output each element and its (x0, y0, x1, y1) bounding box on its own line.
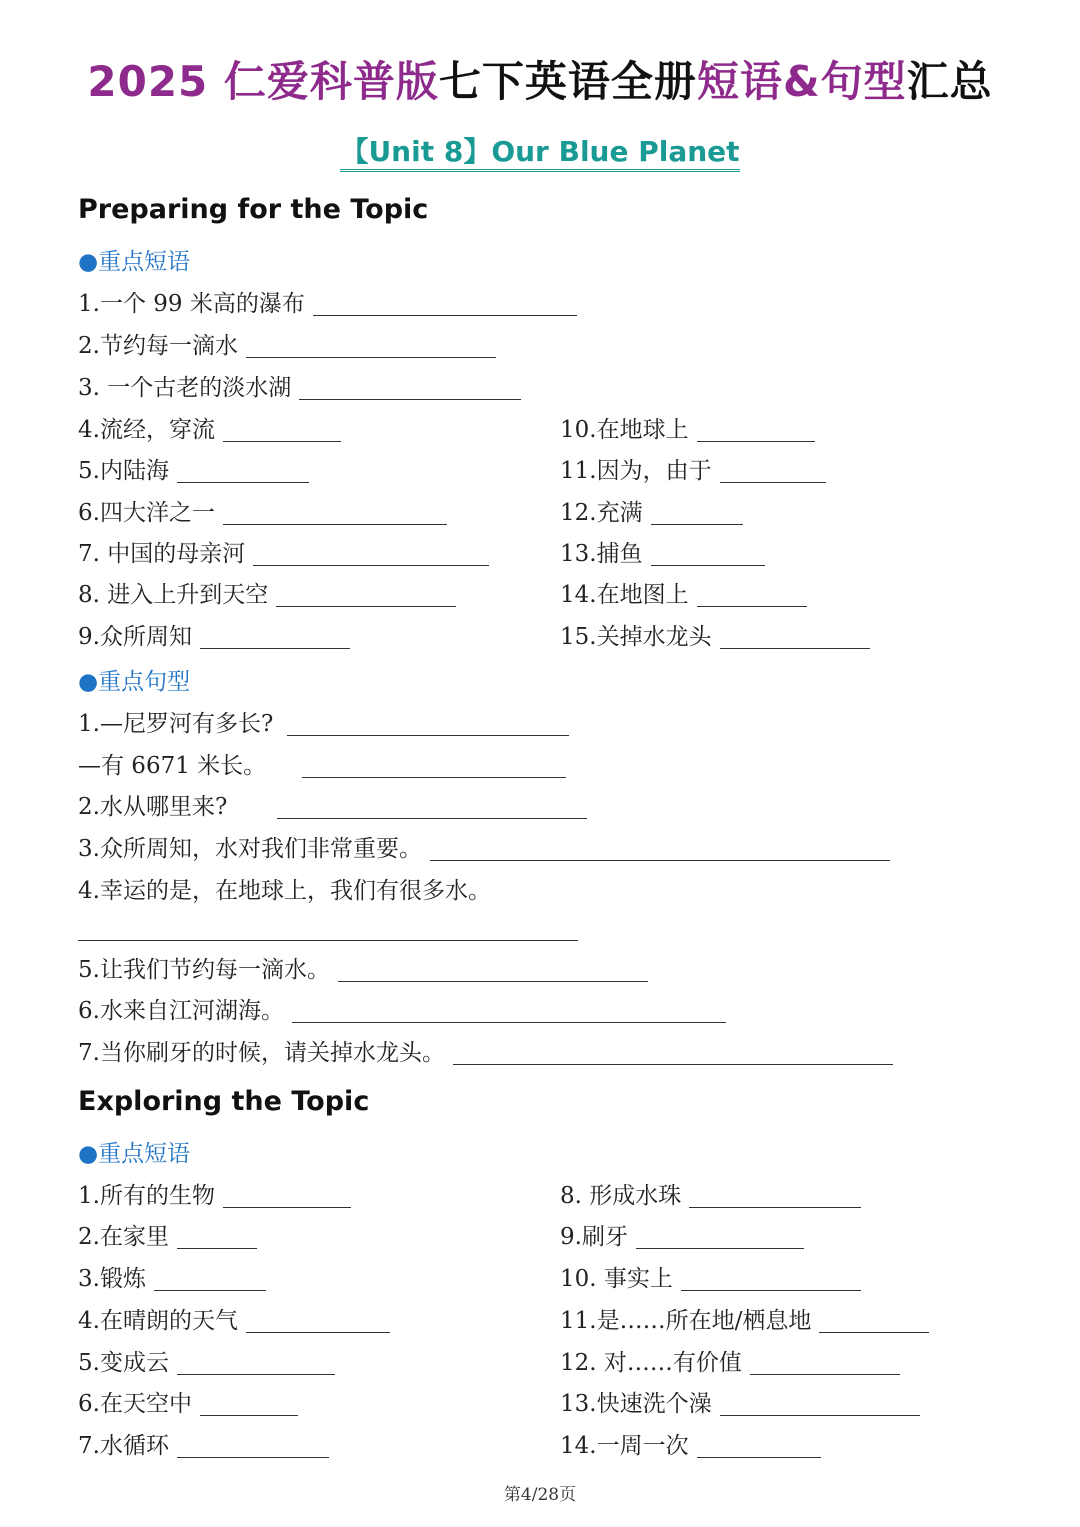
answer-blank[interactable] (430, 838, 890, 861)
phrase-label: 5.变成云 (78, 1350, 169, 1376)
phrase-item (78, 620, 350, 654)
phrase-item (78, 1429, 329, 1463)
phrase-label: 6.在天空中 (78, 1391, 192, 1417)
unit-subtitle (0, 132, 1080, 172)
sentence-label: —有 6671 米长。 (78, 753, 267, 779)
answer-blank[interactable] (697, 584, 807, 607)
answer-blank[interactable] (200, 1393, 298, 1416)
title-part-4: 汇总 (906, 57, 993, 106)
answer-blank[interactable] (78, 918, 578, 941)
phrase-label: 5.内陆海 (78, 458, 169, 484)
answer-blank[interactable] (750, 1352, 900, 1375)
answer-blank[interactable] (246, 1310, 390, 1333)
phrase-item (560, 1387, 920, 1421)
answer-blank[interactable] (223, 419, 341, 442)
answer-blank[interactable] (223, 502, 447, 525)
phrase-item (78, 1387, 298, 1421)
sentence-item (78, 874, 491, 908)
answer-blank[interactable] (651, 543, 765, 566)
phrase-item (560, 496, 743, 530)
sentence-item (78, 1036, 893, 1070)
answer-blank[interactable] (697, 1435, 821, 1458)
answer-blank[interactable] (819, 1310, 929, 1333)
phrase-label: 13.捕鱼 (560, 541, 643, 567)
phrase-item (560, 578, 807, 612)
key-phrases-heading: ●重点短语 (78, 249, 191, 275)
phrase-label: 4.在晴朗的天气 (78, 1308, 238, 1334)
phrase-label: 1.所有的生物 (78, 1183, 215, 1209)
phrase-label: 12. 对……有价值 (560, 1350, 742, 1376)
phrase-item (78, 454, 309, 488)
phrase-item (560, 1346, 900, 1380)
key-sentences-heading: ●重点句型 (78, 669, 191, 695)
phrase-item (78, 496, 447, 530)
phrase-label: 3.锻炼 (78, 1266, 146, 1292)
answer-blank[interactable] (651, 502, 743, 525)
phrase-item (78, 578, 456, 612)
answer-blank[interactable] (253, 543, 489, 566)
unit-title: 【Unit 8】Our Blue Planet (340, 135, 739, 172)
phrase-label: 13.快速洗个澡 (560, 1391, 712, 1417)
answer-blank[interactable] (636, 1226, 804, 1249)
key-phrases-heading: ●重点短语 (78, 1141, 191, 1167)
answer-blank[interactable] (177, 1352, 335, 1375)
sentence-label: 6.水来自江河湖海。 (78, 998, 284, 1024)
answer-blank[interactable] (223, 1185, 351, 1208)
phrase-item (560, 1179, 861, 1213)
phrase-label: 9.刷牙 (560, 1224, 628, 1250)
phrase-item (560, 1262, 861, 1296)
section-title-preparing: Preparing for the Topic (78, 194, 429, 225)
answer-blank[interactable] (453, 1042, 893, 1065)
phrase-item (78, 537, 489, 571)
answer-blank[interactable] (276, 584, 456, 607)
answer-blank[interactable] (177, 1435, 329, 1458)
phrase-item (78, 1179, 351, 1213)
sentence-item (78, 953, 648, 987)
page-number: 第4/28页 (503, 1485, 577, 1505)
answer-blank[interactable] (697, 419, 815, 442)
phrase-item (560, 1304, 929, 1338)
answer-blank[interactable] (689, 1185, 861, 1208)
phrase-item (560, 1220, 804, 1254)
phrase-item (560, 454, 826, 488)
sentence-label: 7.当你刷牙的时候，请关掉水龙头。 (78, 1040, 445, 1066)
answer-blank[interactable] (313, 293, 577, 316)
answer-blank[interactable] (200, 626, 350, 649)
title-part-3: 短语&句型 (696, 57, 907, 106)
answer-blank[interactable] (720, 1393, 920, 1416)
section-title-exploring: Exploring the Topic (78, 1086, 370, 1117)
phrase-item (78, 371, 521, 405)
phrase-label: 11.因为，由于 (560, 458, 712, 484)
sentence-label: 4.幸运的是，在地球上，我们有很多水。 (78, 878, 491, 904)
title-part-1: 2025 仁爱科普版 (87, 57, 439, 106)
sentence-item (78, 790, 587, 824)
phrase-label: 10.在地球上 (560, 417, 689, 443)
title-part-2: 七下英语全册 (438, 57, 697, 106)
answer-blank[interactable] (287, 713, 569, 736)
sentence-label: 1.—尼罗河有多长? (78, 711, 274, 737)
phrase-label: 15.关掉水龙头 (560, 624, 712, 650)
phrase-label: 10. 事实上 (560, 1266, 673, 1292)
phrase-item (560, 537, 765, 571)
phrase-label: 14.在地图上 (560, 582, 689, 608)
sentence-label: 5.让我们节约每一滴水。 (78, 957, 330, 983)
phrase-item (78, 329, 496, 363)
answer-blank[interactable] (299, 377, 521, 400)
answer-blank[interactable] (720, 460, 826, 483)
phrase-label: 2.在家里 (78, 1224, 169, 1250)
phrase-item (78, 1220, 257, 1254)
phrase-label: 3. 一个古老的淡水湖 (78, 375, 292, 401)
phrase-item (560, 1429, 821, 1463)
phrase-label: 4.流经，穿流 (78, 417, 215, 443)
answer-blank[interactable] (681, 1268, 861, 1291)
page-title (0, 52, 1080, 112)
phrase-label: 7. 中国的母亲河 (78, 541, 246, 567)
phrase-label: 1.一个 99 米高的瀑布 (78, 291, 305, 317)
phrase-label: 2.节约每一滴水 (78, 333, 238, 359)
answer-blank[interactable] (338, 959, 648, 982)
phrase-item (78, 1346, 335, 1380)
sentence-item (78, 832, 890, 866)
phrase-label: 7.水循环 (78, 1433, 169, 1459)
phrase-item (560, 413, 815, 447)
answer-blank[interactable] (246, 335, 496, 358)
sentence-label: 3.众所周知，水对我们非常重要。 (78, 836, 422, 862)
sentence-item (78, 994, 726, 1028)
phrase-label: 6.四大洋之一 (78, 500, 215, 526)
phrase-item (78, 1262, 266, 1296)
phrase-label: 12.充满 (560, 500, 643, 526)
answer-blank[interactable] (292, 1000, 726, 1023)
phrase-label: 8. 形成水珠 (560, 1183, 682, 1209)
phrase-label: 11.是……所在地/栖息地 (560, 1308, 812, 1334)
answer-blank[interactable] (277, 796, 587, 819)
phrase-label: 14.一周一次 (560, 1433, 689, 1459)
phrase-label: 8. 进入上升到天空 (78, 582, 269, 608)
sentence-item (78, 707, 569, 741)
phrase-label: 9.众所周知 (78, 624, 192, 650)
sentence-label: 2.水从哪里来? (78, 794, 228, 820)
phrase-item (78, 413, 341, 447)
phrase-item (560, 620, 870, 654)
phrase-item (78, 287, 577, 321)
sentence-item (78, 749, 566, 783)
answer-blank[interactable] (302, 755, 566, 778)
phrase-item (78, 1304, 390, 1338)
answer-blank[interactable] (154, 1268, 266, 1291)
answer-blank[interactable] (720, 626, 870, 649)
answer-blank[interactable] (177, 460, 309, 483)
answer-blank[interactable] (177, 1226, 257, 1249)
